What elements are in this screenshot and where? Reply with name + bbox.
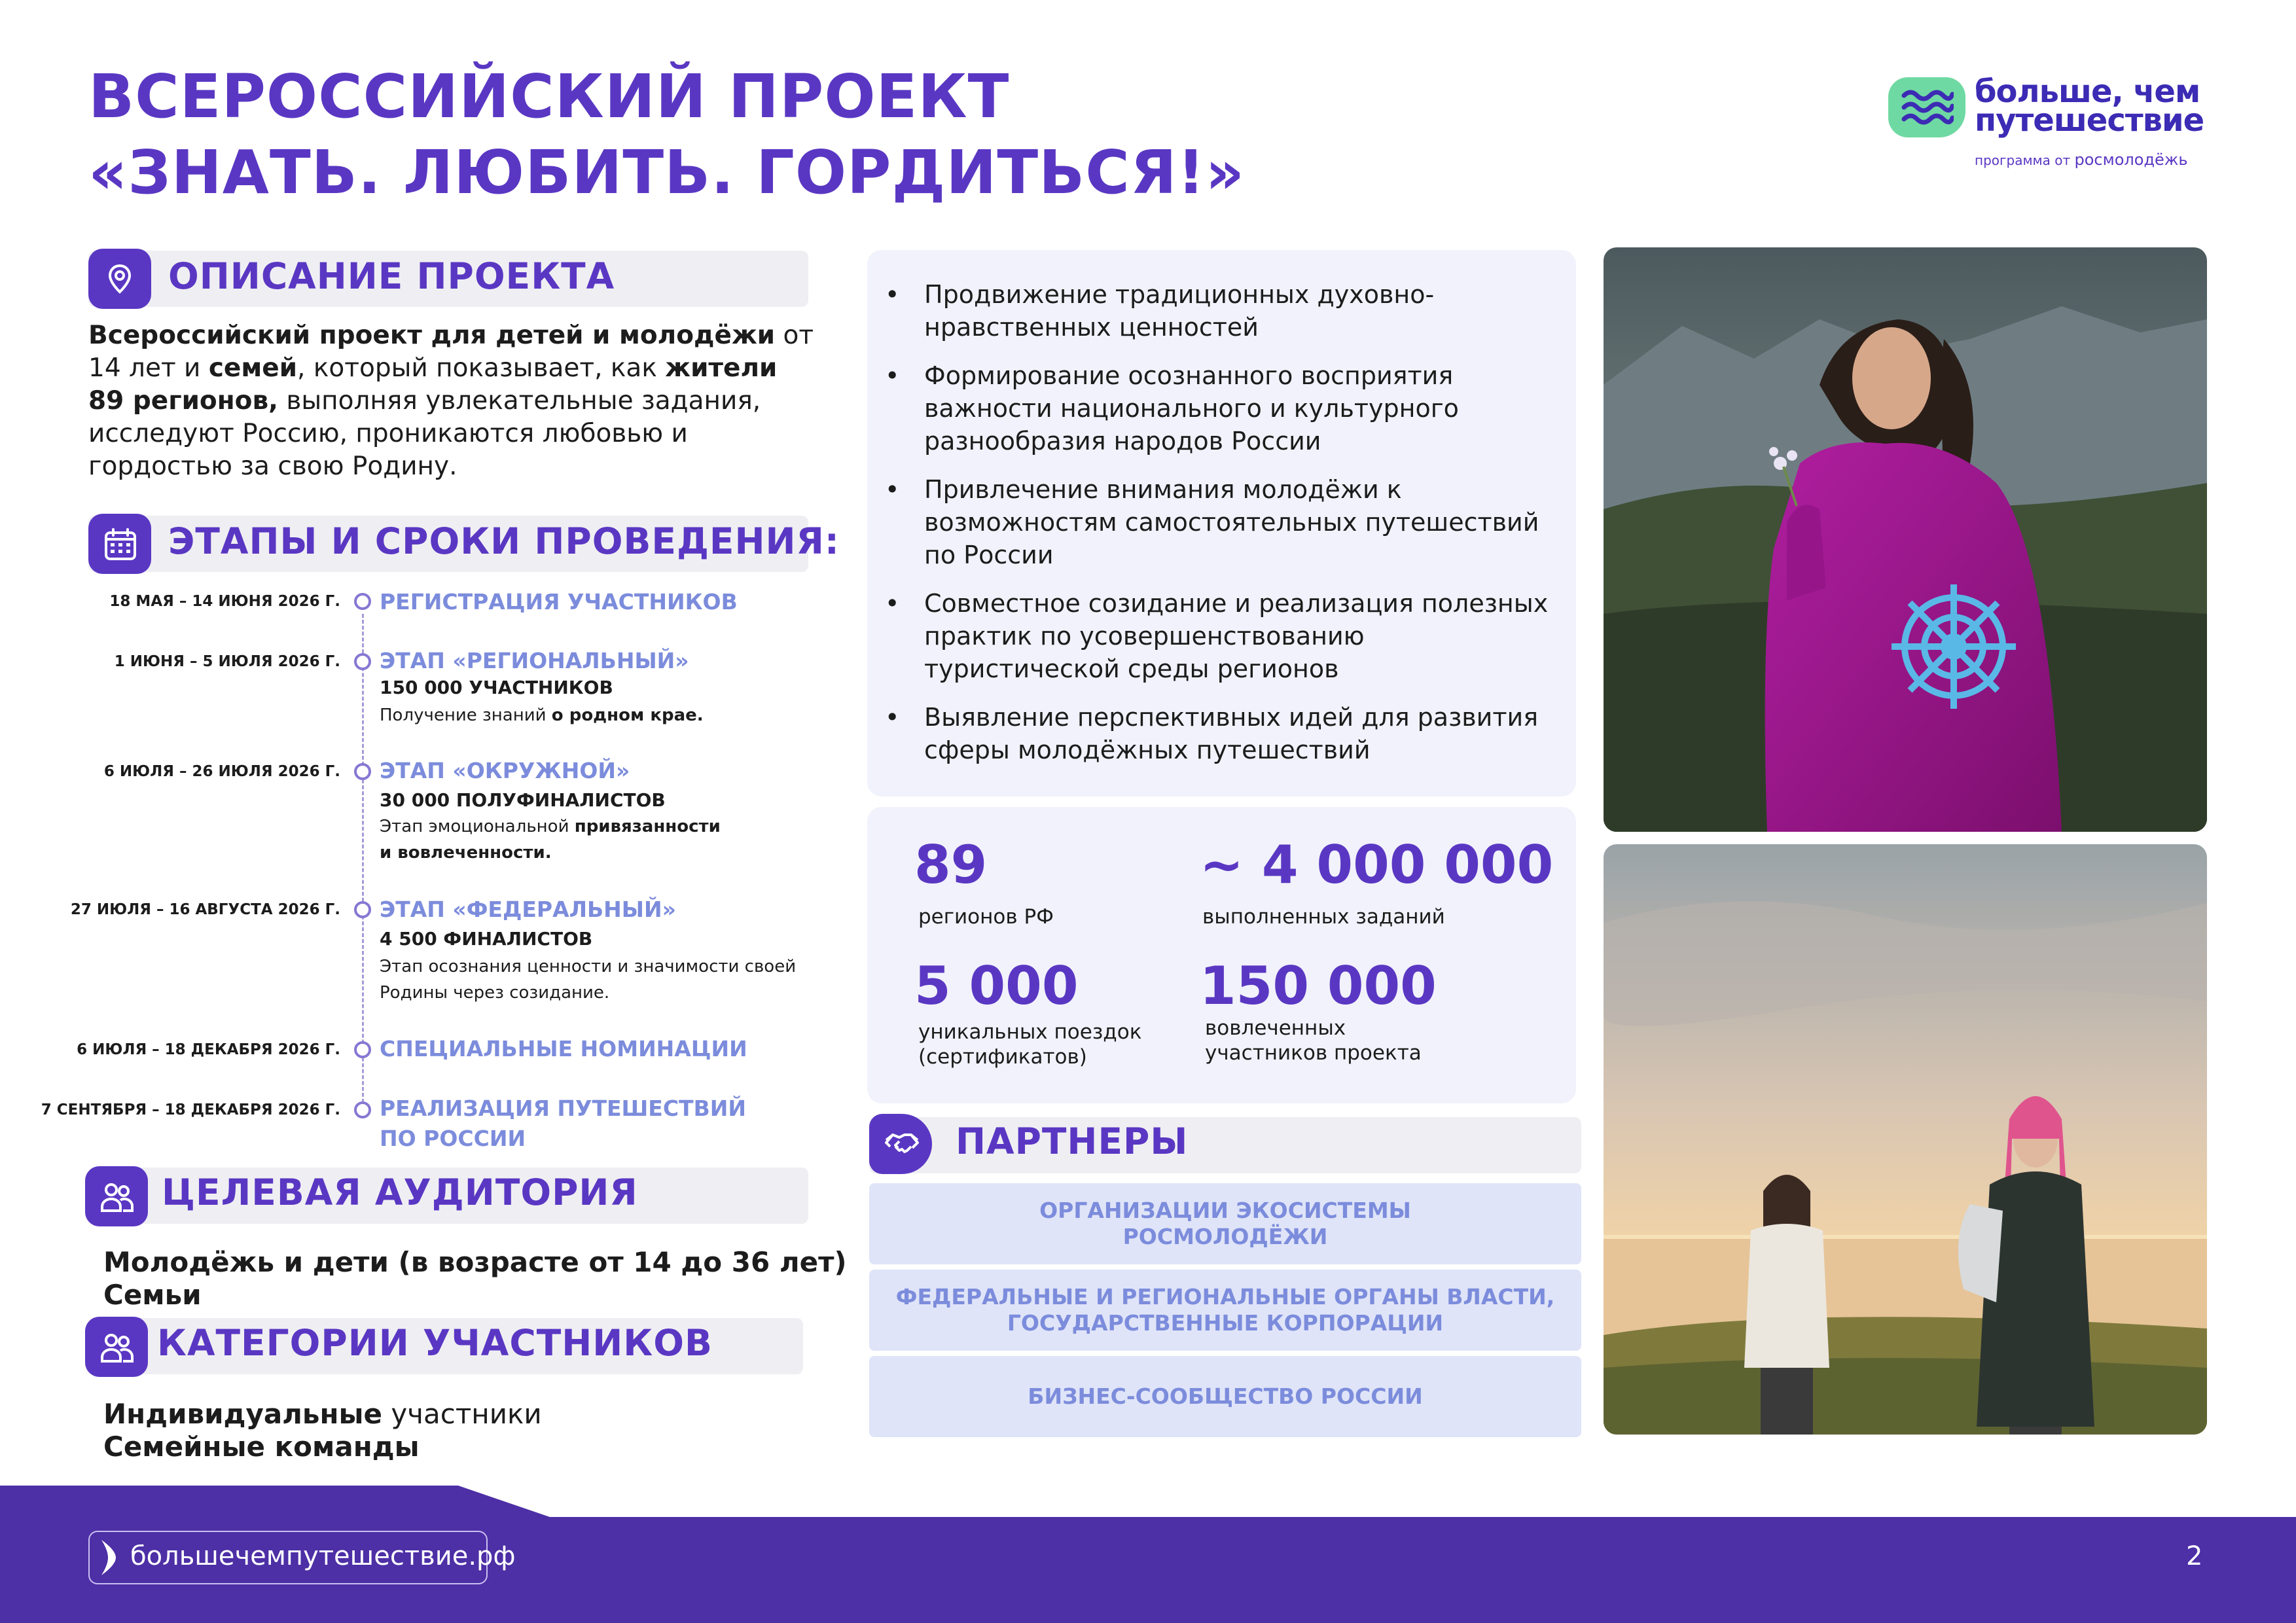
website-link[interactable] — [88, 1531, 516, 1584]
stage-note-line-2: Родины через созидание. — [380, 983, 610, 1003]
partner-card — [869, 1356, 1581, 1437]
stage-note-bold: привязанности — [574, 817, 721, 836]
stages-heading: ЭТАПЫ И СРОКИ ПРОВЕДЕНИЯ: — [168, 520, 840, 562]
website-url: большечемпутешествие.рф — [130, 1541, 516, 1571]
partner-card — [869, 1270, 1581, 1351]
categories-line-2: Семейные команды — [103, 1431, 420, 1463]
timeline-dot — [354, 1041, 371, 1058]
stage-date: 18 МАЯ – 14 ИЮНЯ 2026 Г. — [109, 593, 340, 610]
stage-note — [380, 703, 704, 728]
audience-line-1: Молодёжь и дети (в возрасте от 14 до 36 лет) — [103, 1246, 847, 1278]
stage-count: 30 000 ПОЛУФИНАЛИСТОВ — [380, 789, 666, 811]
logo-subtitle-brand: росмолодёжь — [2074, 151, 2188, 169]
timeline-dot — [354, 593, 371, 610]
description-text-2: , который показывает, как — [297, 353, 666, 383]
page-title — [88, 59, 1245, 211]
partner-line-2: РОСМОЛОДЁЖИ — [1122, 1224, 1328, 1249]
partner-line-1: ОРГАНИЗАЦИИ ЭКОСИСТЕМЫ — [1039, 1198, 1411, 1223]
stage-date: 27 ИЮЛЯ – 16 АВГУСТА 2026 Г. — [70, 901, 340, 918]
stage-name: ЭТАП «ФЕДЕРАЛЬНЫЙ» — [380, 897, 676, 922]
stage-note-line-2: и вовлеченности. — [380, 843, 552, 863]
photo-girls-seaside — [1604, 844, 2207, 1435]
stage-count: 4 500 ФИНАЛИСТОВ — [380, 928, 593, 950]
stage-name: РЕАЛИЗАЦИЯ ПУТЕШЕСТВИЙ — [380, 1096, 746, 1121]
logo-text-line-1: больше, чем — [1975, 73, 2200, 110]
timeline-dot — [354, 901, 371, 918]
stage-note: Этап осознания ценности и значимости своей — [380, 957, 797, 976]
categories-line-1 — [103, 1398, 542, 1431]
goal-item: • Продвижение традиционных духовно-нравственных ценностей — [885, 278, 1566, 344]
description-bold-3: жители 89 регионов, — [88, 353, 778, 416]
partner-line-2: ГОСУДАРСТВЕННЫЕ КОРПОРАЦИИ — [1007, 1310, 1444, 1336]
goal-item: • Выявление перспективных идей для развития сферы молодёжных путешествий — [885, 701, 1566, 766]
stage-date: 7 СЕНТЯБРЯ – 18 ДЕКАБРЯ 2026 Г. — [41, 1101, 340, 1118]
goal-item: • Привлечение внимания молодёжи к возможностям самостоятельных путешествий по России — [885, 473, 1566, 571]
stage-name: ЭТАП «РЕГИОНАЛЬНЫЙ» — [380, 648, 689, 673]
photo-woman-mountains — [1604, 247, 2207, 832]
stat-value: 89 — [914, 834, 988, 895]
stat-label: уникальных поездок (сертификатов) — [918, 1020, 1142, 1069]
stat-label: вовлеченных участников проекта — [1205, 1016, 1422, 1065]
stat-value: 5 000 — [914, 955, 1079, 1016]
categories-line-1-bold: Индивидуальные — [103, 1398, 382, 1430]
brand-logo[interactable] — [1888, 73, 2215, 169]
partner-line-1: ФЕДЕРАЛЬНЫЕ И РЕГИОНАЛЬНЫЕ ОРГАНЫ ВЛАСТИ, — [895, 1284, 1555, 1310]
logo-subtitle — [1975, 151, 2188, 169]
description-bold-1: Всероссийский проект для детей и молодёжи — [88, 321, 776, 350]
audience-heading: ЦЕЛЕВАЯ АУДИТОРИЯ — [162, 1171, 638, 1213]
stat-value: ~ 4 000 000 — [1200, 834, 1554, 895]
stat-label: регионов РФ — [918, 905, 1054, 929]
description-text-3: выполняя увлекательные задания, исследуют Россию, проникаются любовью и гордостью за свою Родину. — [88, 386, 761, 481]
partner-line-1: БИЗНЕС-СООБЩЕСТВО РОССИИ — [1028, 1383, 1423, 1409]
arrow-icon — [96, 1537, 122, 1578]
goal-item: • Формирование осознанного восприятия важности национального и культурного разнообразия народов России — [885, 359, 1566, 457]
categories-line-1-text: участники — [382, 1398, 542, 1430]
partners-heading: ПАРТНЕРЫ — [956, 1120, 1189, 1162]
stage-note-text: Этап эмоциональной — [380, 817, 575, 836]
timeline-line — [362, 614, 364, 1109]
stage-date: 6 ИЮЛЯ – 26 ИЮЛЯ 2026 Г. — [103, 763, 340, 780]
calendar-icon — [88, 514, 151, 574]
goals-list — [885, 278, 1566, 782]
location-pin-icon — [88, 249, 151, 309]
description-heading: ОПИСАНИЕ ПРОЕКТА — [168, 255, 615, 297]
page-title-line-2: «ЗНАТЬ. ЛЮБИТЬ. ГОРДИТЬСЯ!» — [88, 137, 1246, 207]
stat-label: выполненных заданий — [1202, 905, 1445, 929]
stage-name-line-2: ПО РОССИИ — [380, 1126, 526, 1151]
stage-name: РЕГИСТРАЦИЯ УЧАСТНИКОВ — [380, 589, 738, 615]
people-icon — [85, 1166, 148, 1226]
page-number: 2 — [2186, 1541, 2203, 1571]
timeline-dot — [354, 1101, 371, 1118]
stage-note-bold: о родном крае. — [551, 705, 704, 725]
stage-name: СПЕЦИАЛЬНЫЕ НОМИНАЦИИ — [380, 1036, 747, 1061]
stage-date: 6 ИЮЛЯ – 18 ДЕКАБРЯ 2026 Г. — [77, 1041, 340, 1058]
handshake-icon — [869, 1114, 932, 1174]
logo-subtitle-prefix: программа от — [1975, 152, 2071, 168]
description-text — [88, 319, 821, 483]
logo-text-line-2: путешествие — [1975, 102, 2204, 139]
goal-item: • Совместное созидание и реализация полезных практик по усовершенствованию туристической среды регионов — [885, 587, 1566, 685]
partner-card — [869, 1183, 1581, 1264]
stage-note — [380, 814, 721, 839]
stage-count: 150 000 УЧАСТНИКОВ — [380, 677, 613, 698]
description-bold-2: семей — [208, 353, 298, 383]
waves-logo-icon — [1888, 77, 1965, 137]
description-text-1: от 14 лет и — [88, 321, 814, 383]
categories-heading: КАТЕГОРИИ УЧАСТНИКОВ — [157, 1322, 713, 1364]
page-title-line-1: ВСЕРОССИЙСКИЙ ПРОЕКТ — [88, 62, 1010, 132]
stat-value: 150 000 — [1200, 955, 1437, 1016]
stage-name: ЭТАП «ОКРУЖНОЙ» — [380, 758, 630, 783]
timeline-dot — [354, 763, 371, 780]
group-icon — [85, 1317, 148, 1377]
stage-date: 1 ИЮНЯ – 5 ИЮЛЯ 2026 Г. — [114, 653, 340, 670]
timeline-dot — [354, 653, 371, 670]
stage-note-text: Получение знаний — [380, 705, 552, 725]
audience-line-2: Семьи — [103, 1279, 202, 1311]
